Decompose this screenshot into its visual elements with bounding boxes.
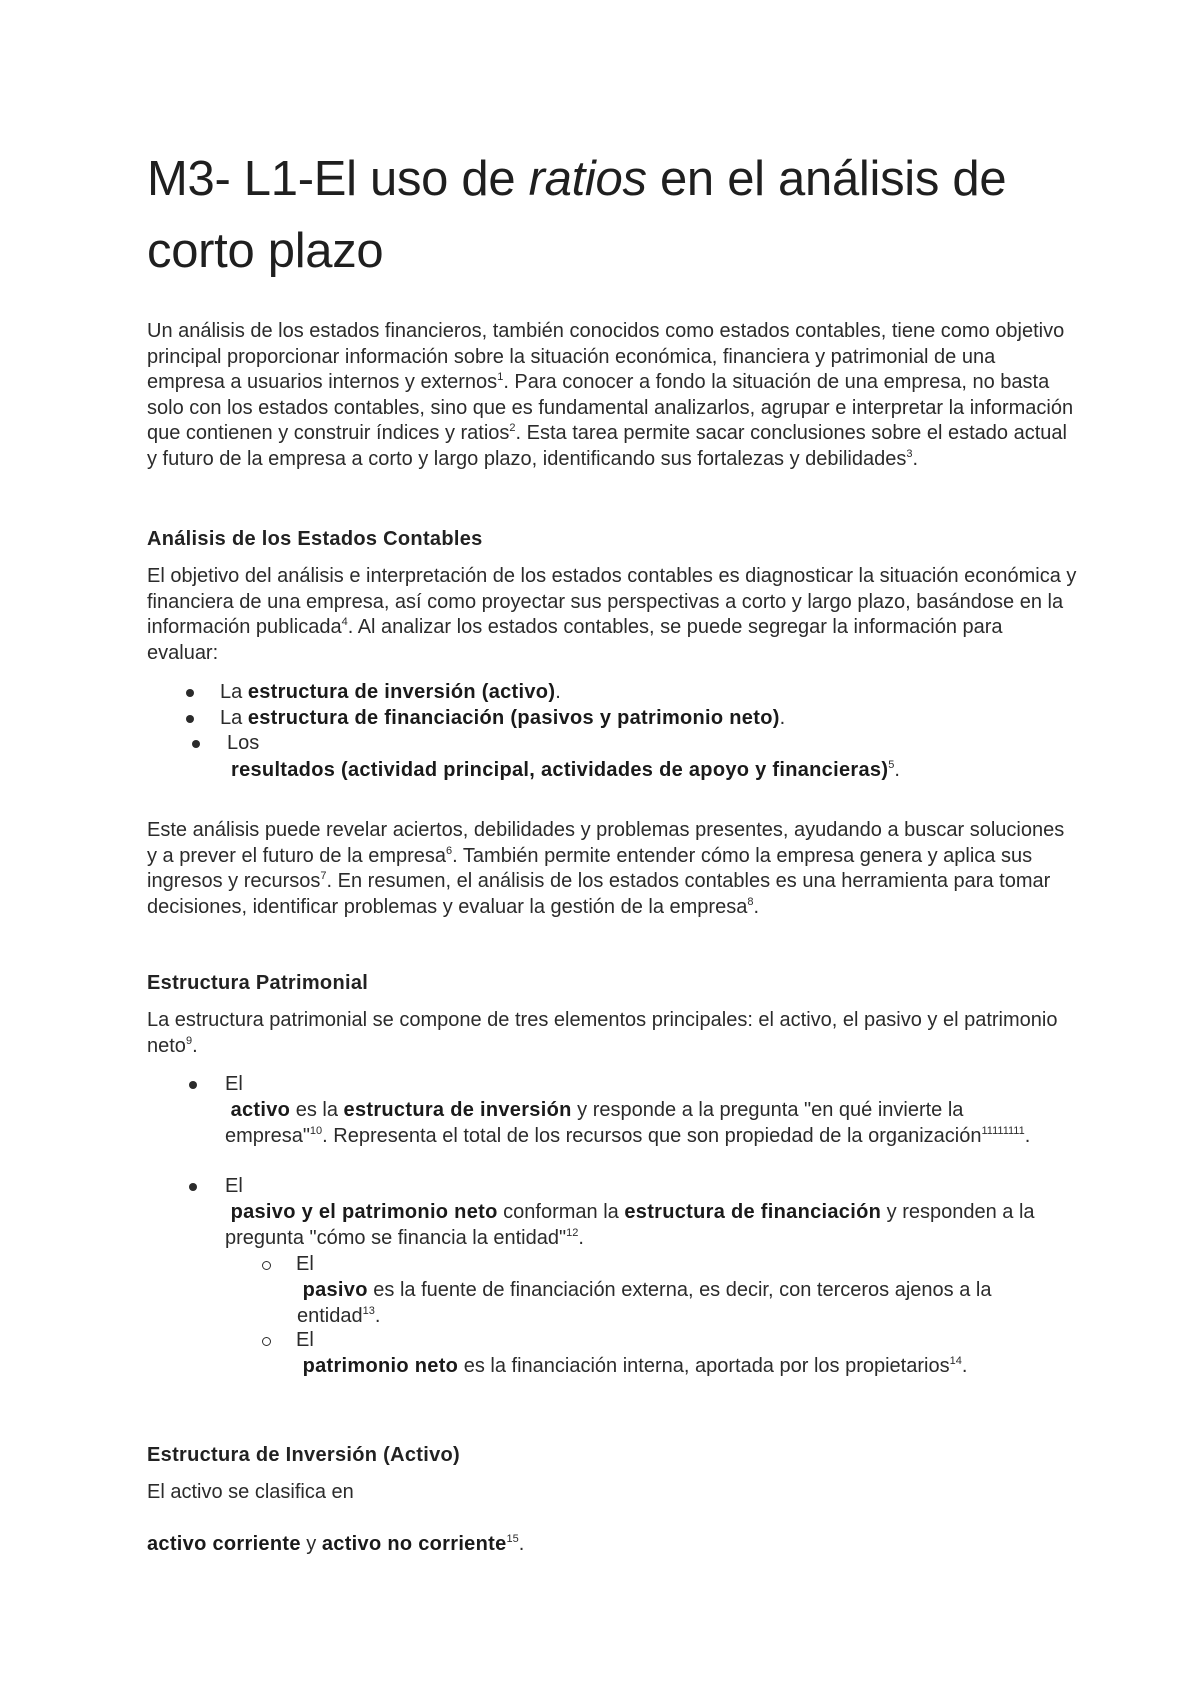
patrimonial-paragraph: La estructura patrimonial se compone de tres elementos principales: el activo, el pasivo y el patrimonio neto$^9$. xyxy=(147,1009,1058,1057)
heading-analisis: Análisis de los Estados Contables xyxy=(147,528,483,550)
list-item: Los xyxy=(227,732,260,754)
circle-bullet-icon xyxy=(262,1337,271,1346)
list-item: El xyxy=(225,1175,243,1197)
list-item: El xyxy=(225,1073,243,1095)
list-item-continuation: pasivo y el patrimonio neto conforman la estructura de financiación y responden a la pregunta "cómo se financia la entidad"$^{12}$. xyxy=(225,1201,1035,1249)
list-item: La estructura de financiación (pasivos y patrimonio neto). xyxy=(220,707,786,729)
inversion-paragraph: El activo se clasifica en xyxy=(147,1481,354,1503)
intro-paragraph: Un análisis de los estados financieros, también conocidos como estados contables, tiene como objetivo principal proporcionar información sobre la situación económica, financiera y patrimonial de una empresa a usuarios internos y externos$^1$. Para conocer a fondo la situación de una empresa, no basta solo con los estados contables, sino que es fundamental analizarlos, agrupar e interpretar la información que contienen y construir índices y ratios$^2$. Esta tarea permite sacar conclusiones sobre el estado actual y futuro de la empresa a corto y largo plazo, identificando sus fortalezas y debilidades$^3$. xyxy=(147,320,1074,470)
bullet-icon xyxy=(189,1081,197,1089)
circle-bullet-icon xyxy=(262,1261,271,1270)
sub-list-item-continuation: pasivo es la fuente de financiación externa, es decir, con terceros ajenos a la entidad$^{13}$. xyxy=(297,1279,992,1327)
list-item: La estructura de inversión (activo). xyxy=(220,681,561,703)
analisis-paragraph-2: Este análisis puede revelar aciertos, debilidades y problemas presentes, ayudando a buscar soluciones y a prever el futuro de la empresa$^6$. También permite entender cómo la empresa genera y aplica sus ingresos y recursos$^7$. En resumen, el análisis de los estados contables es una herramienta para tomar decisiones, identificar problemas y evaluar la gestión de la empresa$^8$. xyxy=(147,819,1065,918)
heading-estructura-patrimonial: Estructura Patrimonial xyxy=(147,972,369,994)
list-item-continuation: resultados (actividad principal, actividades de apoyo y financieras)$^5$. xyxy=(231,759,900,781)
bullet-icon xyxy=(189,1183,197,1191)
page-title: M3- L1-El uso de ratios en el análisis de corto plazo xyxy=(147,152,1007,278)
heading-estructura-inversion: Estructura de Inversión (Activo) xyxy=(147,1444,460,1466)
list-item-continuation: activo es la estructura de inversión y responde a la pregunta "en qué invierte la empresa"$^{10}$. Representa el total de los recursos que son propiedad de la organización$^{11111111}$. xyxy=(225,1099,1031,1147)
analisis-paragraph: El objetivo del análisis e interpretación de los estados contables es diagnosticar la situación económica y financiera de una empresa, así como proyectar sus perspectivas a corto y largo plazo, basándose en la información publicada$^4$. Al analizar los estados contables, se puede segregar la información para evaluar: xyxy=(147,565,1077,664)
bullet-icon xyxy=(186,689,194,697)
sub-list-item: El xyxy=(296,1253,314,1275)
sub-list-item-continuation: patrimonio neto es la financiación interna, aportada por los propietarios$^{14}$. xyxy=(302,1355,968,1377)
sub-list-item: El xyxy=(296,1329,314,1351)
inversion-paragraph-2: activo corriente y activo no corriente$^{15}$. xyxy=(147,1533,525,1555)
bullet-icon xyxy=(192,740,200,748)
bullet-icon xyxy=(186,715,194,723)
